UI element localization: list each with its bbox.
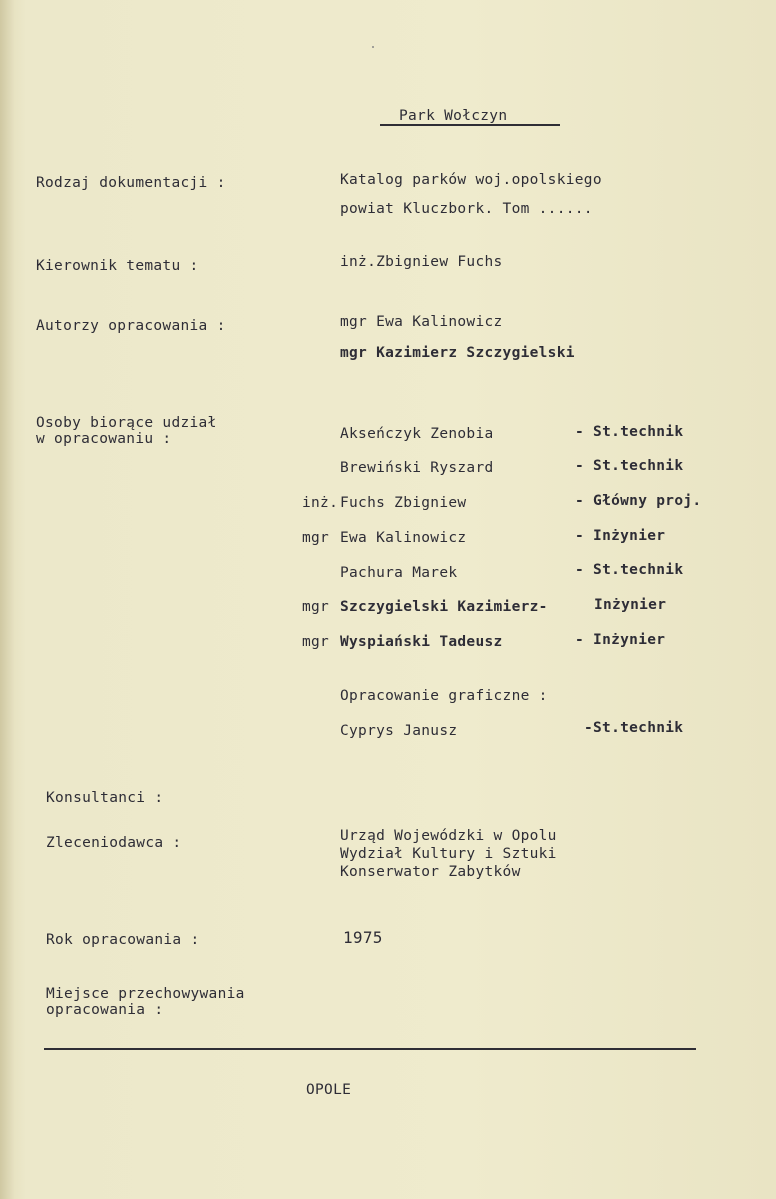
manager-label: Kierownik tematu :	[36, 258, 199, 274]
participant-prefix: mgr	[302, 530, 330, 546]
page-edge-shadow	[0, 0, 14, 1199]
participant-prefix: inż.	[302, 495, 339, 511]
participant-name: Pachura Marek	[340, 565, 458, 581]
participant-role: - St.technik	[575, 562, 684, 578]
participant-role: - St.technik	[575, 424, 684, 440]
participant-role: Inżynier	[594, 597, 667, 613]
graphics-name: Cyprys Janusz	[340, 723, 458, 739]
participant-name: Szczygielski Kazimierz-	[340, 599, 548, 615]
participant-name: Akseńczyk Zenobia	[340, 426, 494, 442]
participant-name: Fuchs Zbigniew	[340, 495, 467, 511]
author-2: mgr Kazimierz Szczygielski	[340, 345, 575, 361]
bottom-rule	[44, 1048, 696, 1050]
participant-role: - Inżynier	[575, 528, 666, 544]
footer-city: OPOLE	[306, 1082, 352, 1098]
participant-prefix: mgr	[302, 599, 330, 615]
graphics-label: Opracowanie graficzne :	[340, 688, 548, 704]
doc-type-line2: powiat Kluczbork. Tom ......	[340, 201, 593, 217]
participant-role: - Inżynier	[575, 632, 666, 648]
client-line2: Wydział Kultury i Sztuki	[340, 846, 557, 862]
client-line1: Urząd Wojewódzki w Opolu	[340, 828, 557, 844]
paper-speck	[372, 46, 374, 48]
participant-name: Wyspiański Tadeusz	[340, 634, 503, 650]
participant-role: - Główny proj.	[575, 493, 702, 509]
participant-name: Ewa Kalinowicz	[340, 530, 467, 546]
doc-type-line1: Katalog parków woj.opolskiego	[340, 172, 602, 188]
storage-label-line1: Miejsce przechowywania	[46, 986, 245, 1002]
title-underline	[380, 124, 560, 126]
authors-label: Autorzy opracowania :	[36, 318, 226, 334]
participant-name: Brewiński Ryszard	[340, 460, 494, 476]
consultants-label: Konsultanci :	[46, 790, 164, 806]
doc-type-label: Rodzaj dokumentacji :	[36, 175, 226, 191]
manager-value: inż.Zbigniew Fuchs	[340, 254, 503, 270]
year-label: Rok opracowania :	[46, 932, 200, 948]
year-value: 1975	[343, 928, 383, 947]
author-1: mgr Ewa Kalinowicz	[340, 314, 503, 330]
document-title: Park Wołczyn	[399, 108, 508, 124]
storage-label-line2: opracowania :	[46, 1002, 164, 1018]
client-line3: Konserwator Zabytków	[340, 864, 521, 880]
graphics-role: -St.technik	[584, 720, 684, 736]
participants-label-line2: w opracowaniu :	[36, 431, 172, 447]
participants-label-line1: Osoby biorące udział	[36, 415, 217, 431]
client-label: Zleceniodawca :	[46, 835, 182, 851]
participant-role: - St.technik	[575, 458, 684, 474]
participant-prefix: mgr	[302, 634, 330, 650]
